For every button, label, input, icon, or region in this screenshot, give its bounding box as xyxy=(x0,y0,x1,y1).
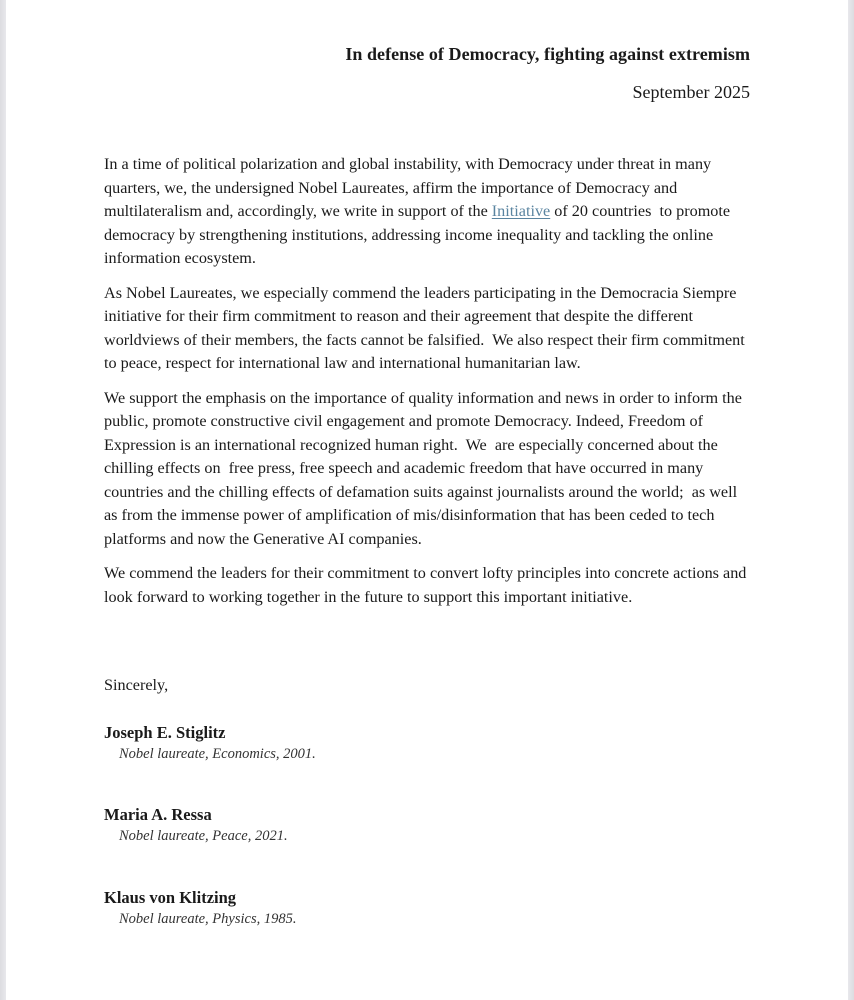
letter-date: September 2025 xyxy=(632,82,750,102)
letter-body xyxy=(104,153,750,620)
paragraph-1-text-start: In a time of political polarization and global instability, with Democracy under threat in many quarters, we, the undersigned Nobel Laureates, affirm the importance of Democracy and multilateralism and, accordingly, we write in support of the xyxy=(104,155,716,220)
signatory-name: Joseph E. Stiglitz xyxy=(104,723,226,742)
signatory-name: Klaus von Klitzing xyxy=(104,888,237,907)
closing: Sincerely, xyxy=(104,676,169,694)
paragraph-3: We support the emphasis on the importance of quality information and news in order to inform the public, promote constructive civil engagement and promote Democracy. Indeed, Freedom of Expression is an international recognized human right. We are especially concerned about the chilling effects on free press, free speech and academic freedom that have occurred in many countries and the chilling effects of defamation suits against journalists around the world; as well as from the immense power of amplification of mis/disinformation that has been ceded to tech platforms and now the Generative AI companies. xyxy=(104,388,746,548)
letter-title: In defense of Democracy, fighting against extremism xyxy=(345,44,750,64)
signatory xyxy=(104,887,296,929)
signatory-title: Nobel laureate, Peace, 2021. xyxy=(119,828,288,844)
signatory xyxy=(104,722,316,764)
initiative-link[interactable]: Initiative xyxy=(491,202,551,220)
paragraph-2: As Nobel Laureates, we especially commend the leaders participating in the Democracia Siempre initiative for their firm commitment to reason and their agreement that despite the different worldviews of their members, the facts cannot be falsified. We also respect their firm commitment to peace, respect for international law and international humanitarian law. xyxy=(104,283,749,372)
signatory-title: Nobel laureate, Physics, 1985. xyxy=(119,911,297,927)
page-edge-left xyxy=(0,0,6,1000)
paragraph-1-text-end: of 20 countries to promote democracy by strengthening institutions, addressing income inequality and tackling the online information ecosystem. xyxy=(104,202,735,267)
signatory-name: Maria A. Ressa xyxy=(104,805,212,824)
signatory-title: Nobel laureate, Economics, 2001. xyxy=(119,746,316,762)
paragraph-1 xyxy=(104,153,750,271)
page-edge-right xyxy=(848,0,854,1000)
paragraph-4: We commend the leaders for their commitment to convert lofty principles into concrete actions and look forward to working together in the future to support this important initiative. xyxy=(104,564,751,606)
signatory xyxy=(104,804,288,846)
